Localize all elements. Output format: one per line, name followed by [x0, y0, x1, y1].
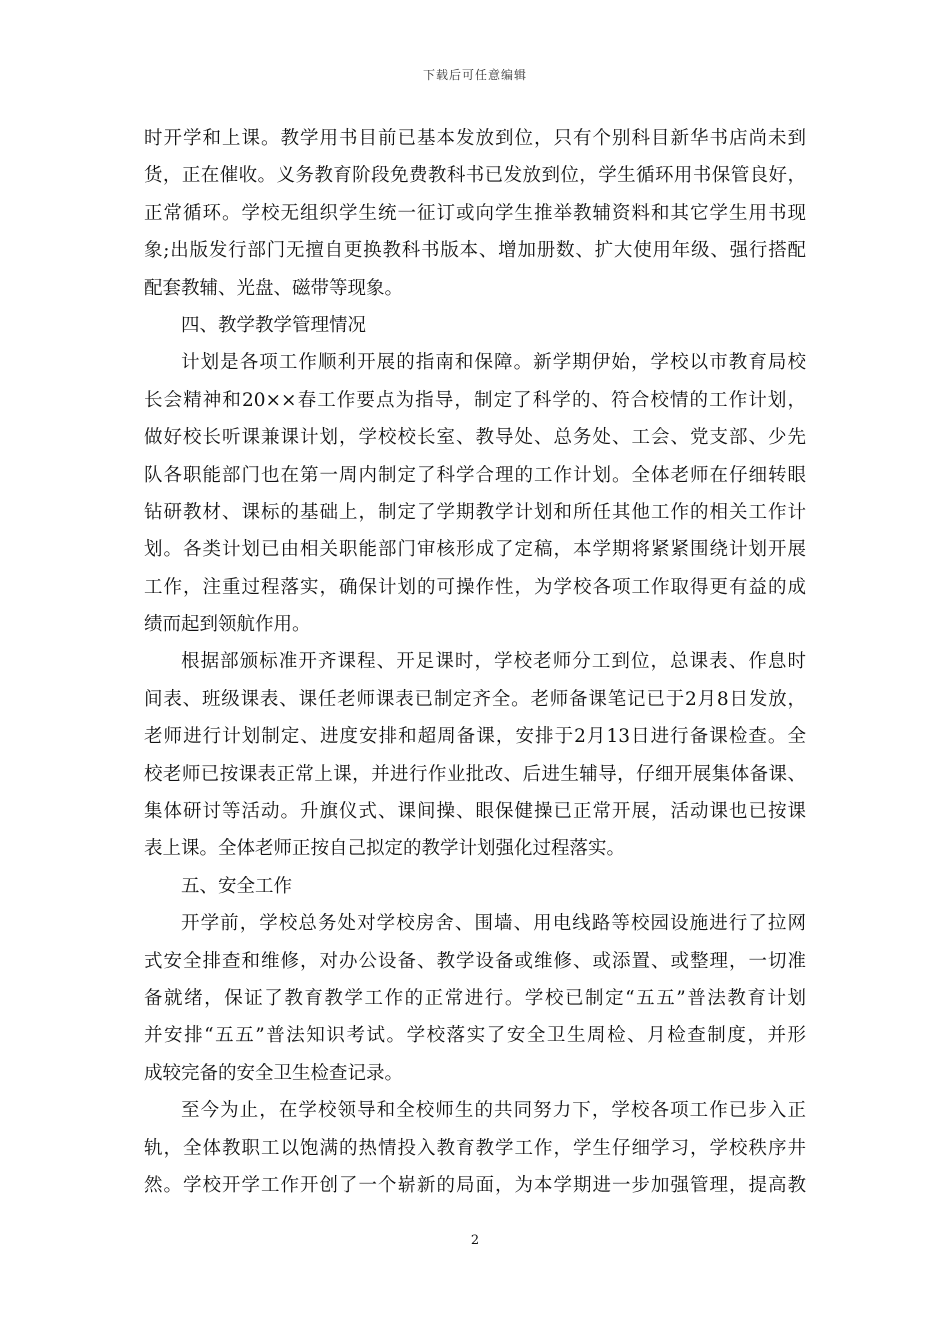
body-line: 轨，全体教职工以饱满的热情投入教育教学工作，学生仔细学习，学校秩序井 [144, 1137, 806, 1159]
body-line: 式安全排查和维修，对办公设备、教学设备或维修、或添置、或整理，一切准 [144, 950, 806, 972]
body-line: 队各职能部门也在第一周内制定了科学合理的工作计划。全体老师在仔细转眼 [144, 464, 806, 486]
body-line: 配套教辅、光盘、磁带等现象。 [144, 277, 404, 299]
body-line: 备就绪，保证了教育教学工作的正常进行。学校已制定“五五”普法教育计划 [144, 987, 806, 1009]
page-header: 下载后可任意编辑 [422, 68, 527, 82]
body-line: 工作，注重过程落实，确保计划的可操作性，为学校各项工作取得更有益的成 [144, 576, 806, 598]
body-line: 货，正在催收。义务教育阶段免费教科书已发放到位，学生循环用书保管良好， [144, 165, 806, 187]
section-heading: 四、教学教学管理情况 [181, 314, 367, 336]
body-line: 表上课。全体老师正按自己拟定的教学计划强化过程落实。 [144, 838, 626, 860]
body-line: 绩而起到领航作用。 [144, 614, 311, 636]
section-heading: 五、安全工作 [181, 875, 293, 897]
body-line: 根据部颁标准开齐课程、开足课时，学校老师分工到位，总课表、作息时 [181, 651, 806, 673]
body-line: 划。各类计划已由相关职能部门审核形成了定稿，本学期将紧紧围绕计划开展 [144, 539, 806, 561]
body-line: 校老师已按课表正常上课，并进行作业批改、后进生辅导，仔细开展集体备课、 [144, 763, 806, 785]
document-body [144, 120, 806, 1204]
page-number: 2 [470, 1233, 480, 1248]
body-line: 正常循环。学校无组织学生统一征订或向学生推举教辅资料和其它学生用书现 [144, 202, 806, 224]
body-line: 然。学校开学工作开创了一个崭新的局面，为本学期进一步加强管理，提高教 [144, 1174, 806, 1196]
body-line: 象;出版发行部门无擅自更换教科书版本、增加册数、扩大使用年级、强行搭配 [144, 240, 806, 262]
body-line: 做好校长听课兼课计划，学校校长室、教导处、总务处、工会、党支部、少先 [144, 427, 806, 449]
body-line: 老师进行计划制定、进度安排和超周备课，安排于2月13日进行备课检查。全 [144, 726, 806, 748]
body-line: 成较完备的安全卫生检查记录。 [144, 1062, 404, 1084]
body-line: 计划是各项工作顺利开展的指南和保障。新学期伊始，学校以市教育局校 [181, 352, 806, 374]
body-line: 间表、班级课表、课任老师课表已制定齐全。老师备课笔记已于2月8日发放， [144, 688, 806, 710]
body-line: 长会精神和20××春工作要点为指导，制定了科学的、符合校情的工作计划， [144, 389, 806, 411]
body-line: 开学前，学校总务处对学校房舍、围墙、用电线路等校园设施进行了拉网 [181, 913, 806, 935]
body-line: 集体研讨等活动。升旗仪式、课间操、眼保健操已正常开展，活动课也已按课 [144, 801, 806, 823]
body-line: 时开学和上课。教学用书目前已基本发放到位，只有个别科目新华书店尚未到 [144, 128, 806, 149]
body-line: 至今为止，在学校领导和全校师生的共同努力下，学校各项工作已步入正 [181, 1100, 806, 1122]
body-line: 钻研教材、课标的基础上，制定了学期教学计划和所任其他工作的相关工作计 [144, 501, 806, 523]
body-line: 并安排“五五”普法知识考试。学校落实了安全卫生周检、月检查制度，并形 [144, 1025, 806, 1047]
